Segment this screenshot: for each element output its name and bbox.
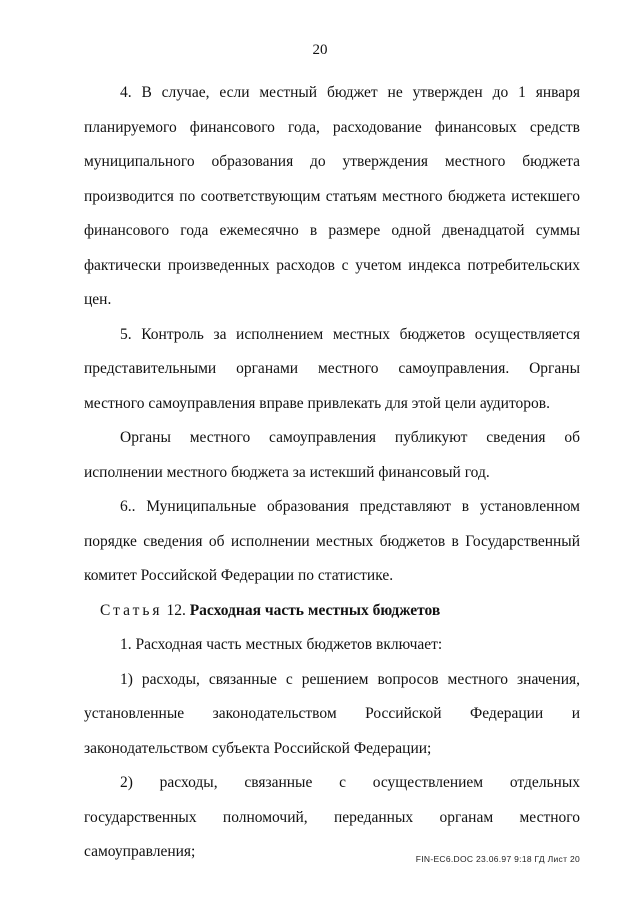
article-12-item-1: 1. Расходная часть местных бюджетов включает: — [120, 636, 443, 653]
article-heading — [84, 594, 580, 629]
paragraph-5: 5. Контроль за исполнением местных бюджетов осуществляется представительными органами местного самоуправления. Органы местного самоуправления вправе привлекать для этой цели аудиторов. — [84, 325, 580, 412]
article-word: Статья — [100, 601, 163, 619]
article-12-subitem-1: 1) расходы, связанные с решением вопросов местного значения, установленные законодательством Российской Федерации и законодательством субъекта Российской Федерации; — [84, 670, 580, 757]
paragraph-6: 6.. Муниципальные образования представляют в установленном порядке сведения об исполнении местных бюджетов в Государственный комитет Российской Федерации по статистике. — [84, 498, 580, 584]
page-number: 20 — [312, 42, 328, 58]
paragraph-4: 4. В случае, если местный бюджет не утвержден до 1 января планируемого финансового года, расходование финансовых средств муниципального образования до утверждения местного бюджета производится по соответствующим статьям местного бюджета истекшего финансового года ежемесячно в размере одной двенадцатой суммы фактически произведенных расходов с учетом индекса потребительских цен. — [84, 84, 580, 308]
article-title: Расходная часть местных бюджетов — [189, 601, 441, 619]
paragraph-5-publication: Органы местного самоуправления публикуют сведения об исполнении местного бюджета за истекший финансовый год. — [84, 429, 580, 481]
document-body — [84, 76, 580, 870]
article-number: 12. — [166, 601, 186, 619]
article-12-subitem-2: 2) расходы, связанные с осуществлением отдельных государственных полномочий, переданных органам местного самоуправления; — [84, 774, 580, 860]
document-footer: FIN-EC6.DOC 23.06.97 9:18 ГД Лист 20 — [415, 854, 580, 864]
